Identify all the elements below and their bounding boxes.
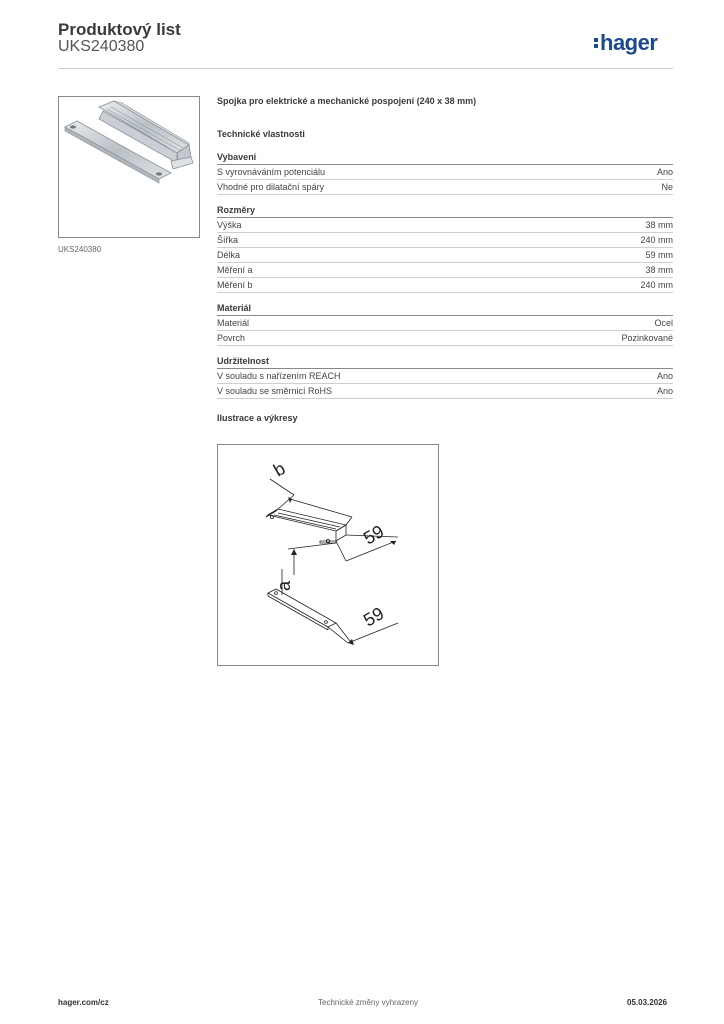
header-divider: [58, 68, 673, 69]
spec-row: [217, 248, 673, 263]
page-title: Produktový list: [58, 20, 181, 39]
footer-notice: Technické změny vyhrazeny: [318, 998, 419, 1007]
spec-row: [217, 331, 673, 346]
spec-value: 38 mm: [645, 265, 673, 275]
dimension-a-label: a: [274, 580, 294, 591]
spec-value: 240 mm: [640, 235, 673, 245]
section-material: [217, 303, 673, 346]
spec-value: Ano: [656, 167, 673, 177]
spec-value: Pozinkované: [621, 333, 673, 343]
section-title: Vybavení: [217, 152, 673, 165]
spec-label: S vyrovnáváním potenciálu: [217, 167, 326, 177]
logo-colon-icon: [594, 38, 598, 42]
spec-value: 240 mm: [640, 280, 673, 290]
product-photo-drawing: [59, 97, 199, 237]
dimension-b-label: b: [270, 458, 289, 481]
spec-label: Měření a: [217, 265, 253, 275]
spec-label: Výška: [217, 220, 242, 230]
footer-date: 05.03.2026: [627, 998, 668, 1007]
spec-row: [217, 278, 673, 293]
illustrations-heading: Ilustrace a výkresy: [217, 413, 298, 423]
technical-drawing-svg: [218, 445, 438, 665]
spec-label: V souladu s nařízením REACH: [217, 371, 341, 381]
spec-value: 38 mm: [645, 220, 673, 230]
product-code: UKS240380: [58, 38, 145, 55]
dimension-59-bottom-label: 59: [360, 603, 388, 631]
spec-label: V souladu se směrnicí RoHS: [217, 386, 333, 396]
product-photo: [58, 96, 200, 238]
spec-label: Materiál: [217, 318, 250, 328]
spec-row: [217, 263, 673, 278]
product-description: Spojka pro elektrické a mechanické pospojení (240 x 38 mm): [217, 96, 477, 106]
spec-label: Měření b: [217, 280, 253, 290]
spec-label: Povrch: [217, 333, 246, 343]
spec-row: [217, 384, 673, 399]
logo-text: hager: [600, 30, 658, 55]
hager-logo: [594, 30, 657, 56]
technical-drawing: [217, 444, 439, 666]
photo-caption: UKS240380: [58, 245, 102, 254]
spec-row: [217, 218, 673, 233]
section-sustainability: [217, 356, 673, 399]
spec-value: Ano: [656, 371, 673, 381]
section-title: Materiál: [217, 303, 673, 316]
spec-row: [217, 233, 673, 248]
spec-row: [217, 369, 673, 384]
footer-website[interactable]: hager.com/cz: [58, 998, 109, 1007]
technical-properties-heading: Technické vlastnosti: [217, 129, 305, 139]
section-title: Udržitelnost: [217, 356, 673, 369]
spec-label: Šířka: [217, 235, 239, 245]
spec-row: [217, 165, 673, 180]
spec-row: [217, 316, 673, 331]
spec-row: [217, 180, 673, 195]
spec-value: Ano: [656, 386, 673, 396]
dimension-59-top-label: 59: [360, 521, 388, 549]
spec-value: Ocel: [654, 318, 673, 328]
section-title: Rozměry: [217, 205, 673, 218]
specifications: [217, 96, 673, 423]
spec-label: Vhodné pro dilatační spáry: [217, 182, 325, 192]
spec-value: Ne: [661, 182, 673, 192]
spec-label: Délka: [217, 250, 241, 260]
spec-value: 59 mm: [645, 250, 673, 260]
section-dimensions: [217, 205, 673, 293]
section-equipment: [217, 152, 673, 195]
